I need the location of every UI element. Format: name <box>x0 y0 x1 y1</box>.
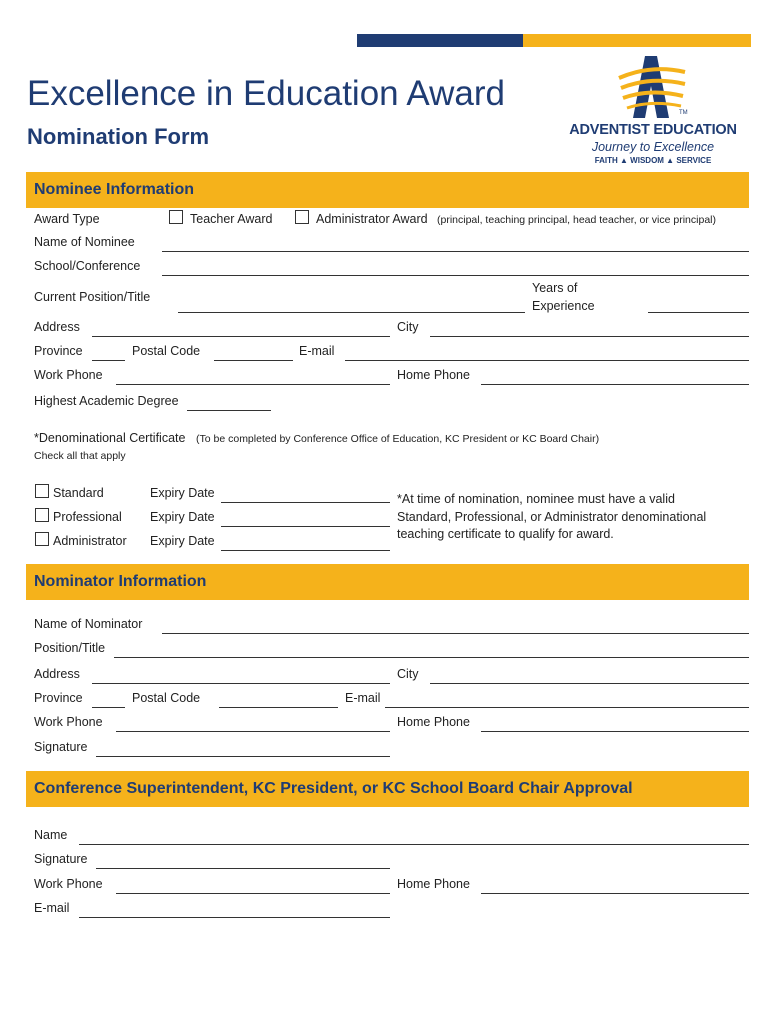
approval-signature-field[interactable] <box>96 868 390 869</box>
nominator-section-header <box>26 564 749 600</box>
professional-expiry-label: Expiry Date <box>150 510 215 524</box>
nominator-city-field[interactable] <box>430 683 749 684</box>
school-label: School/Conference <box>34 259 141 273</box>
administrator-cert-label: Administrator <box>53 534 127 548</box>
form-title: Excellence in Education Award <box>27 74 505 113</box>
admin-award-checkbox[interactable] <box>295 210 309 224</box>
professional-expiry-field[interactable] <box>221 526 390 527</box>
adventist-education-logo-icon <box>617 56 687 120</box>
nominator-postal-field[interactable] <box>219 707 338 708</box>
nominator-name-label: Name of Nominator <box>34 617 143 631</box>
nominator-signature-label: Signature <box>34 740 88 754</box>
cert-requirement-line1: *At time of nomination, nominee must have a valid <box>397 492 675 506</box>
approval-email-field[interactable] <box>79 917 390 918</box>
position-field[interactable] <box>178 312 525 313</box>
teacher-award-label: Teacher Award <box>190 212 273 226</box>
nominee-name-label: Name of Nominee <box>34 235 135 249</box>
position-label: Current Position/Title <box>34 290 151 304</box>
cert-note: (To be completed by Conference Office of Education, KC President or KC Board Chair) <box>196 433 600 445</box>
approval-work-phone-field[interactable] <box>116 893 390 894</box>
nominator-city-label: City <box>397 667 419 681</box>
degree-field[interactable] <box>187 410 271 411</box>
city-label: City <box>397 320 419 334</box>
postal-label: Postal Code <box>132 344 201 358</box>
approval-section-header <box>26 771 749 807</box>
email-field[interactable] <box>345 360 749 361</box>
address-label: Address <box>34 320 80 334</box>
professional-cert-checkbox[interactable] <box>35 508 49 522</box>
standard-expiry-field[interactable] <box>221 502 390 503</box>
nominator-address-label: Address <box>34 667 80 681</box>
administrator-expiry-field[interactable] <box>221 550 390 551</box>
nominator-postal-label: Postal Code <box>132 691 201 705</box>
professional-cert-label: Professional <box>53 510 122 524</box>
cert-requirement-line3: teaching certificate to qualify for award. <box>397 527 614 541</box>
nominee-name-field[interactable] <box>162 251 749 252</box>
standard-cert-label: Standard <box>53 486 104 500</box>
nominator-province-field[interactable] <box>92 707 125 708</box>
approval-name-label: Name <box>34 828 68 842</box>
degree-label: Highest Academic Degree <box>34 394 179 408</box>
province-label: Province <box>34 344 83 358</box>
logo-motto: FAITH ▲ WISDOM ▲ SERVICE <box>594 156 712 165</box>
standard-cert-checkbox[interactable] <box>35 484 49 498</box>
header-bar-navy <box>357 34 523 47</box>
logo-trademark: TM <box>679 110 688 116</box>
teacher-award-checkbox[interactable] <box>169 210 183 224</box>
province-field[interactable] <box>92 360 125 361</box>
home-phone-label: Home Phone <box>397 368 470 382</box>
approval-heading: Conference Superintendent, KC President, or KC School Board Chair Approval <box>34 780 633 797</box>
work-phone-field[interactable] <box>116 384 390 385</box>
administrator-expiry-label: Expiry Date <box>150 534 215 548</box>
years-field[interactable] <box>648 312 749 313</box>
form-subtitle: Nomination Form <box>27 124 210 149</box>
nominee-section-header <box>26 172 749 208</box>
years-label-line2: Experience <box>532 299 595 313</box>
home-phone-field[interactable] <box>481 384 749 385</box>
logo-name: ADVENTIST EDUCATION <box>569 122 737 138</box>
nominator-position-field[interactable] <box>114 657 749 658</box>
standard-expiry-label: Expiry Date <box>150 486 215 500</box>
address-field[interactable] <box>92 336 390 337</box>
nominator-heading: Nominator Information <box>34 573 207 590</box>
check-all-note: Check all that apply <box>34 450 126 462</box>
nominator-signature-field[interactable] <box>96 756 390 757</box>
approval-home-phone-field[interactable] <box>481 893 749 894</box>
nominator-province-label: Province <box>34 691 83 705</box>
nominator-home-phone-field[interactable] <box>481 731 749 732</box>
admin-award-note: (principal, teaching principal, head teacher, or vice principal) <box>437 214 716 226</box>
school-field[interactable] <box>162 275 749 276</box>
nominator-position-label: Position/Title <box>34 641 106 655</box>
nominee-heading: Nominee Information <box>34 181 195 198</box>
approval-signature-label: Signature <box>34 852 88 866</box>
nominator-work-phone-field[interactable] <box>116 731 390 732</box>
cert-requirement-line2: Standard, Professional, or Administrator denominational <box>397 510 707 524</box>
work-phone-label: Work Phone <box>34 368 103 382</box>
header-bar-gold <box>523 34 751 47</box>
approval-email-label: E-mail <box>34 901 70 915</box>
nominator-name-field[interactable] <box>162 633 749 634</box>
nominator-work-phone-label: Work Phone <box>34 715 103 729</box>
years-label-line1: Years of <box>532 281 578 295</box>
email-label: E-mail <box>299 344 335 358</box>
cert-title: *Denominational Certificate <box>34 431 186 445</box>
nominator-home-phone-label: Home Phone <box>397 715 470 729</box>
approval-work-phone-label: Work Phone <box>34 877 103 891</box>
logo-tagline: Journey to Excellence <box>591 140 715 154</box>
nominator-email-label: E-mail <box>345 691 381 705</box>
administrator-cert-checkbox[interactable] <box>35 532 49 546</box>
award-type-label: Award Type <box>34 212 100 226</box>
city-field[interactable] <box>430 336 749 337</box>
approval-name-field[interactable] <box>79 844 749 845</box>
nominator-email-field[interactable] <box>385 707 749 708</box>
nominator-address-field[interactable] <box>92 683 390 684</box>
postal-field[interactable] <box>214 360 293 361</box>
approval-home-phone-label: Home Phone <box>397 877 470 891</box>
admin-award-label: Administrator Award <box>316 212 428 226</box>
